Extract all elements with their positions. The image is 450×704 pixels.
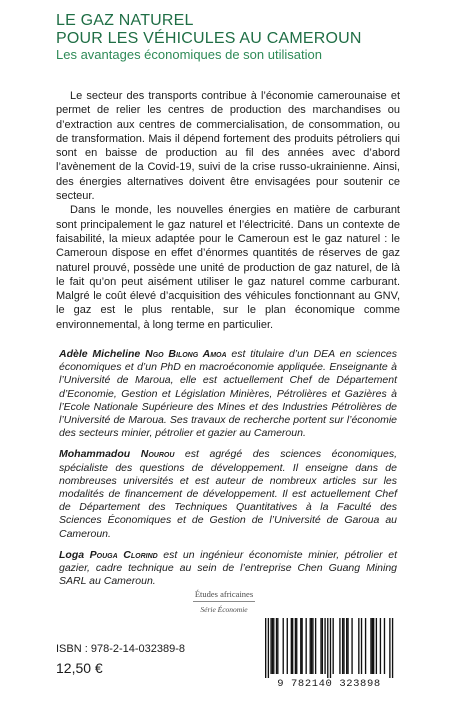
barcode-bar (265, 618, 266, 678)
barcode-bars (255, 616, 403, 678)
barcode-bar (343, 618, 344, 674)
barcode-bar (324, 618, 325, 674)
author-last-name: Pouga Clorind (89, 548, 158, 561)
barcode-bar (327, 618, 328, 678)
barcode-digits: 9 782140 323898 (277, 678, 381, 690)
barcode-bar (300, 618, 301, 674)
series-logo (189, 589, 259, 614)
barcode-bar (268, 618, 269, 678)
author-bio (59, 549, 397, 589)
series-divider (193, 601, 255, 602)
barcode-bar (347, 618, 348, 674)
author-bio (59, 448, 397, 540)
back-cover-summary (56, 89, 400, 332)
author-last-name: Nourou (140, 448, 175, 461)
collection-name: Études africaines (194, 589, 254, 599)
barcode-bar (306, 618, 307, 674)
barcode-bar (376, 618, 377, 674)
barcode-bar (361, 618, 362, 674)
isbn: ISBN : 978-2-14-032389-8 (56, 643, 186, 655)
barcode-bar (311, 618, 312, 674)
barcode-bar (389, 618, 390, 678)
barcode-bar (277, 618, 278, 674)
author-bio-text: est un ingénieur économiste minier, pétrolier et gazier, cadre technique au sein de l’entreprise Chen Guang Mining SARL au Cameroun. (59, 548, 397, 588)
title-line-2: POUR LES VÉHICULES AU CAMEROUN (56, 30, 362, 47)
barcode-bar (351, 618, 352, 674)
summary-paragraph: Dans le monde, les nouvelles énergies en matière de carburant sont principalement le gaz naturel et l’électricité. Dans un contexte de faisabilité, la mieux adaptée pour le Cameroun est le gaz naturel : le Cameroun dispose en effet d’énormes quantités de réserves de gaz naturel prouvé, possède une unité de production de gaz naturel, de là le fait qu’on peut aisément utiliser le gaz naturel comme carburant. Malgré le coût élevé d’acquisition des véhicules fonctionnant au GNV, le gaz est le plus rentable, sur le plan économique comme environnemental, à long terme en particulier. (56, 204, 400, 331)
barcode-bar (296, 618, 297, 674)
book-subtitle: Les avantages économiques de son utilisation (56, 47, 322, 62)
barcode-bar (272, 618, 273, 674)
price: 12,50 € (56, 660, 103, 676)
barcode-bar (392, 618, 393, 678)
barcode-bar (370, 618, 371, 674)
barcode-bar (330, 618, 331, 678)
barcode-bar (301, 618, 302, 674)
barcode-bar (365, 618, 366, 674)
barcode-bar (310, 618, 311, 674)
barcode-bar (276, 618, 277, 674)
author-first-name: Adèle Micheline (59, 348, 146, 360)
barcode-bar (287, 618, 288, 674)
barcode-bar (315, 618, 316, 674)
author-first-name: Mohammadou (59, 448, 141, 461)
book-title (56, 12, 362, 48)
barcode-bar (283, 618, 284, 674)
barcode-bar (358, 618, 359, 674)
barcode-bar (312, 618, 313, 674)
barcode-bar (295, 618, 296, 674)
barcode-bar (273, 618, 274, 674)
author-bio-text: est agrégé des sciences économiques, spécialiste des questions de développement. Il enseigne dans de nombreuses universités et est auteur de nombreux articles sur les modalités de financement de développement. Il est actuellement Chef de Département des Techniques Quantitatives à la Faculté des Sciences Économiques et de Gestion de l’Université de Garoua au Cameroun. (59, 448, 397, 540)
author-bio-text: est titulaire d’un DEA en sciences économiques et d’un PhD en macroéconomie appliquée. Enseignante à l’Université de Maroua, elle est actuellement Chef de Département d’Economie, Gestion et Législation Minières, Pétrolières et Gazières à l’Ecole Nationale Supérieure des Mines et des Industries Pétrolières de l’Université de Maroua. Ses travaux de recherche portent sur l’économie des secteurs minier, pétrolier et gazier au Cameroun. (59, 348, 397, 440)
barcode-bar (320, 618, 321, 674)
barcode-bar (346, 618, 347, 674)
barcode-bar (333, 618, 334, 674)
barcode-bar (339, 618, 340, 674)
barcode-bar (322, 618, 323, 674)
author-bio (59, 348, 397, 440)
author-last-name: Ngo Bilong Amoa (145, 348, 227, 360)
barcode-bar (291, 618, 292, 674)
author-bios (59, 348, 397, 596)
series-name: Série Économie (200, 605, 248, 614)
barcode-bar (342, 618, 343, 674)
title-line-1: LE GAZ NATUREL (56, 12, 194, 29)
author-first-name: Loga (59, 548, 90, 561)
barcode-bar (372, 618, 373, 674)
barcode-bar (292, 618, 293, 674)
barcode-bar (384, 618, 385, 674)
barcode-bar (380, 618, 381, 674)
summary-paragraph: Le secteur des transports contribue à l’économie camerounaise et permet de relier les centres de production des marchandises ou d’extraction aux centres de commercialisation, de consommation, ou de transformation. Mais il dépend fortement des produits pétroliers qui sont en baisse de production au fil des années avec d’abord l’avènement de la Covid-19, suivi de la crise russo-ukrainienne. Ainsi, des énergies alternatives doivent être envisagées pour soutenir ce secteur. (56, 90, 400, 203)
barcode-bar (270, 618, 271, 674)
barcode (255, 616, 403, 694)
barcode-bar (373, 618, 374, 674)
